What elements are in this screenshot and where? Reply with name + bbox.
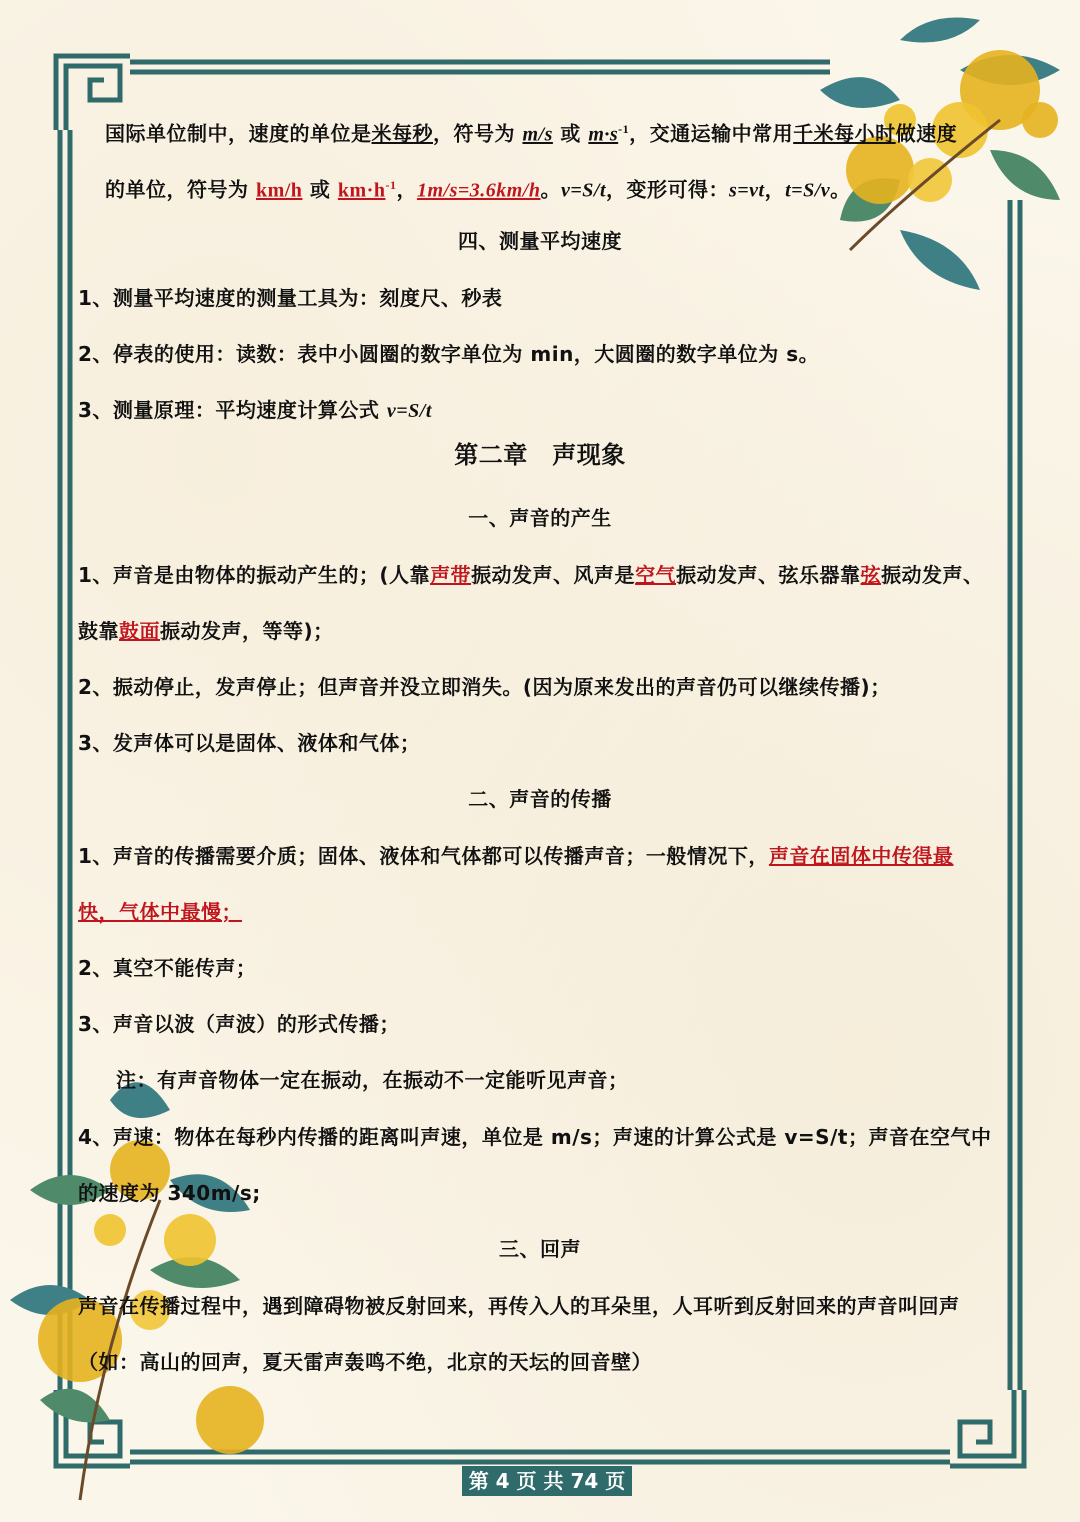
measure-item-3: 3、测量原理：平均速度计算公式 v=S/t [78, 398, 432, 422]
production-item-1-line1: 1、声音是由物体的振动产生的；(人靠声带振动发声、风声是空气振动发声、弦乐器靠弦振动发声、 [78, 563, 984, 587]
propagation-item-4-line2: 的速度为 340m/s; [78, 1181, 261, 1205]
production-item-1-line2: 鼓靠鼓面振动发声，等等)； [78, 619, 334, 643]
heading-measure-average-speed: 四、测量平均速度 [458, 229, 622, 253]
page-number-footer: 第 4 页 共 74 页 [462, 1466, 632, 1496]
propagation-item-2: 2、真空不能传声； [78, 956, 257, 980]
heading-echo: 三、回声 [499, 1237, 581, 1261]
echo-paragraph-line2: （如：高山的回声，夏天雷声轰鸣不绝，北京的天坛的回音壁） [78, 1350, 652, 1374]
paragraph-speed-unit-line2: 的单位，符号为 km/h 或 $km\cdot h^{-1}$，1m/s=3.6km/h。v=S/t，变形可得：s=vt，t=S/v。 [105, 177, 851, 202]
measure-item-2: 2、停表的使用：读数：表中小圆圈的数字单位为 min，大圆圈的数字单位为 s。 [78, 342, 820, 366]
measure-item-1: 1、测量平均速度的测量工具为：刻度尺、秒表 [78, 286, 503, 310]
production-item-3: 3、发声体可以是固体、液体和气体； [78, 731, 421, 755]
heading-sound-propagation: 二、声音的传播 [468, 787, 612, 811]
production-item-2: 2、振动停止，发声停止；但声音并没立即消失。(因为原来发出的声音仍可以继续传播)； [78, 675, 891, 699]
heading-sound-production: 一、声音的产生 [468, 506, 612, 530]
chapter-title: 第二章 声现象 [454, 441, 626, 469]
echo-paragraph-line1: 声音在传播过程中，遇到障碍物被反射回来，再传入人的耳朵里，人耳听到反射回来的声音叫回声 [78, 1294, 960, 1318]
propagation-item-4-line1: 4、声速：物体在每秒内传播的距离叫声速，单位是 m/s；声速的计算公式是 v=S/t；声音在空气中 [78, 1125, 992, 1149]
propagation-item-3: 3、声音以波（声波）的形式传播； [78, 1012, 400, 1036]
paragraph-speed-unit-line1: 国际单位制中，速度的单位是米每秒，符号为 m/s 或 $m\cdot s^{-1}$，交通运输中常用千米每小时做速度 [105, 121, 958, 146]
propagation-item-1-line1: 1、声音的传播需要介质；固体、液体和气体都可以传播声音；一般情况下，声音在固体中传得最 [78, 844, 954, 868]
propagation-note: 注：有声音物体一定在振动，在振动不一定能听见声音； [116, 1068, 629, 1092]
propagation-item-1-line2: 快，气体中最慢； [78, 900, 242, 924]
